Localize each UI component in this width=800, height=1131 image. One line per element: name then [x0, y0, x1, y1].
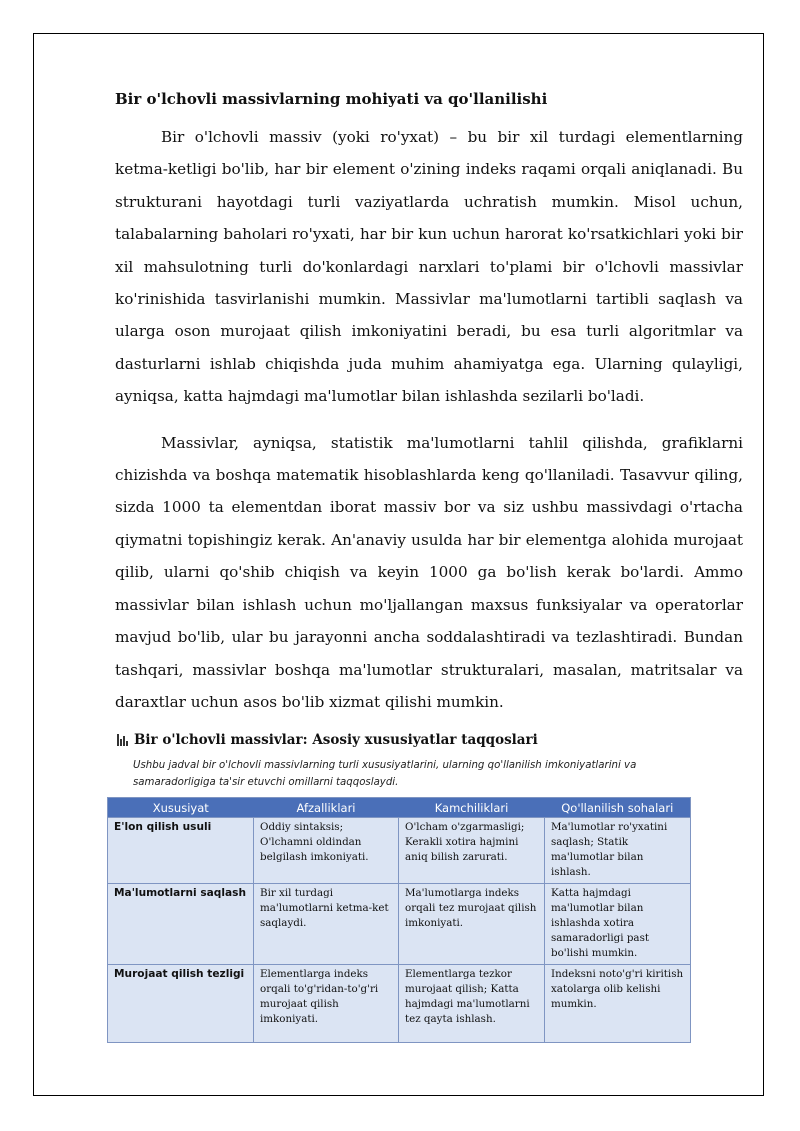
table-heading-text: Bir o'lchovli massivlar: Asosiy xususiyatlar taqqoslari: [134, 732, 538, 749]
table-cell: Katta hajmdagi ma'lumotlar bilan ishlashda xotira samaradorligi past bo'lishi mumkin.: [545, 884, 691, 965]
table-cell: Murojaat qilish tezligi: [108, 965, 254, 1043]
table-cell: E'lon qilish usuli: [108, 818, 254, 884]
paragraph-1: Bir o'lchovli massiv (yoki ro'yxat) – bu bir xil turdagi elementlarning ketma-ketligi bo'lib, har bir element o'zining indeks raqami orqali aniqlanadi. Bu strukturani hayotdagi turli vaziyatlarda uchratish mumkin. Misol uchun, talabalarning baholari ro'yxati, har bir kun uchun harorat ko'rsatkichlari yoki bir xil mahsulotning turli do'konlardagi narxlari to'plami bir o'lchovli massivlar ko'rinishida tasvirlanishi mumkin. Massivlar ma'lumotlarni tartibli saqlash va ularga oson murojaat qilish imkoniyatini beradi, bu esa turli algoritmlar va dasturlarni ishlab chiqishda juda muhim ahamiyatga ega. Ularning qulayligi, ayniqsa, katta hajmdagi ma'lumotlar bilan ishlashda sezilarli bo'ladi.: [115, 128, 743, 406]
table-cell: Oddiy sintaksis; O'lchamni oldindan belgilash imkoniyati.: [254, 818, 399, 884]
table-cell: Elementlarga tezkor murojaat qilish; Katta hajmdagi ma'lumotlarni tez qayta ishlash.: [399, 965, 545, 1043]
column-header: Afzalliklari: [254, 798, 399, 818]
table-cell: Ma'lumotlarga indeks orqali tez murojaat qilish imkoniyati.: [399, 884, 545, 965]
document-body: [115, 78, 743, 1043]
table-row: [108, 818, 691, 884]
column-header: Xususiyat: [108, 798, 254, 818]
table-cell: O'lcham o'zgarmasligi; Kerakli xotira hajmini aniq bilish zarurati.: [399, 818, 545, 884]
table-cell: Ma'lumotlarni saqlash: [108, 884, 254, 965]
section-title: Bir o'lchovli massivlarning mohiyati va qo'llanilishi: [115, 90, 548, 108]
table-cell: Bir xil turdagi ma'lumotlarni ketma-ket saqlaydi.: [254, 884, 399, 965]
comparison-table: [107, 797, 691, 1043]
bar-chart-icon: [117, 734, 128, 746]
column-header: Qo'llanilish sohalari: [545, 798, 691, 818]
table-cell: Indeksni noto'g'ri kiritish xatolarga olib kelishi mumkin.: [545, 965, 691, 1043]
paragraph-2: Massivlar, ayniqsa, statistik ma'lumotlarni tahlil qilishda, grafiklarni chizishda va boshqa matematik hisoblashlarda keng qo'llaniladi. Tasavvur qiling, sizda 1000 ta elementdan iborat massiv bor va siz ushbu massivdagi o'rtacha qiymatni topishingiz kerak. An'anaviy usulda har bir elementga alohida murojaat qilib, ularni qo'shib chiqish va keyin 1000 ga bo'lish kerak bo'lardi. Ammo massivlar bilan ishlash uchun mo'ljallangan maxsus funksiyalar va operatorlar mavjud bo'lib, ular bu jarayonni ancha soddalashtiradi va tezlashtiradi. Bundan tashqari, massivlar boshqa ma'lumotlar strukturalari, masalan, matritsalar va daraxtlar uchun asos bo'lib xizmat qilishi mumkin.: [115, 433, 743, 711]
table-header-row: [108, 798, 691, 818]
column-header: Kamchiliklari: [399, 798, 545, 818]
table-row: [108, 884, 691, 965]
table-row: [108, 965, 691, 1043]
table-caption: Ushbu jadval bir o'lchovli massivlarning turli xususiyatlarini, ularning qo'llanilish imkoniyatlarini va samaradorligiga ta'sir etuvchi omillarni taqqoslaydi.: [133, 760, 637, 789]
table-cell: Ma'lumotlar ro'yxatini saqlash; Statik ma'lumotlar bilan ishlash.: [545, 818, 691, 884]
table-heading: [115, 732, 743, 748]
table-cell: Elementlarga indeks orqali to'g'ridan-to'g'ri murojaat qilish imkoniyati.: [254, 965, 399, 1043]
